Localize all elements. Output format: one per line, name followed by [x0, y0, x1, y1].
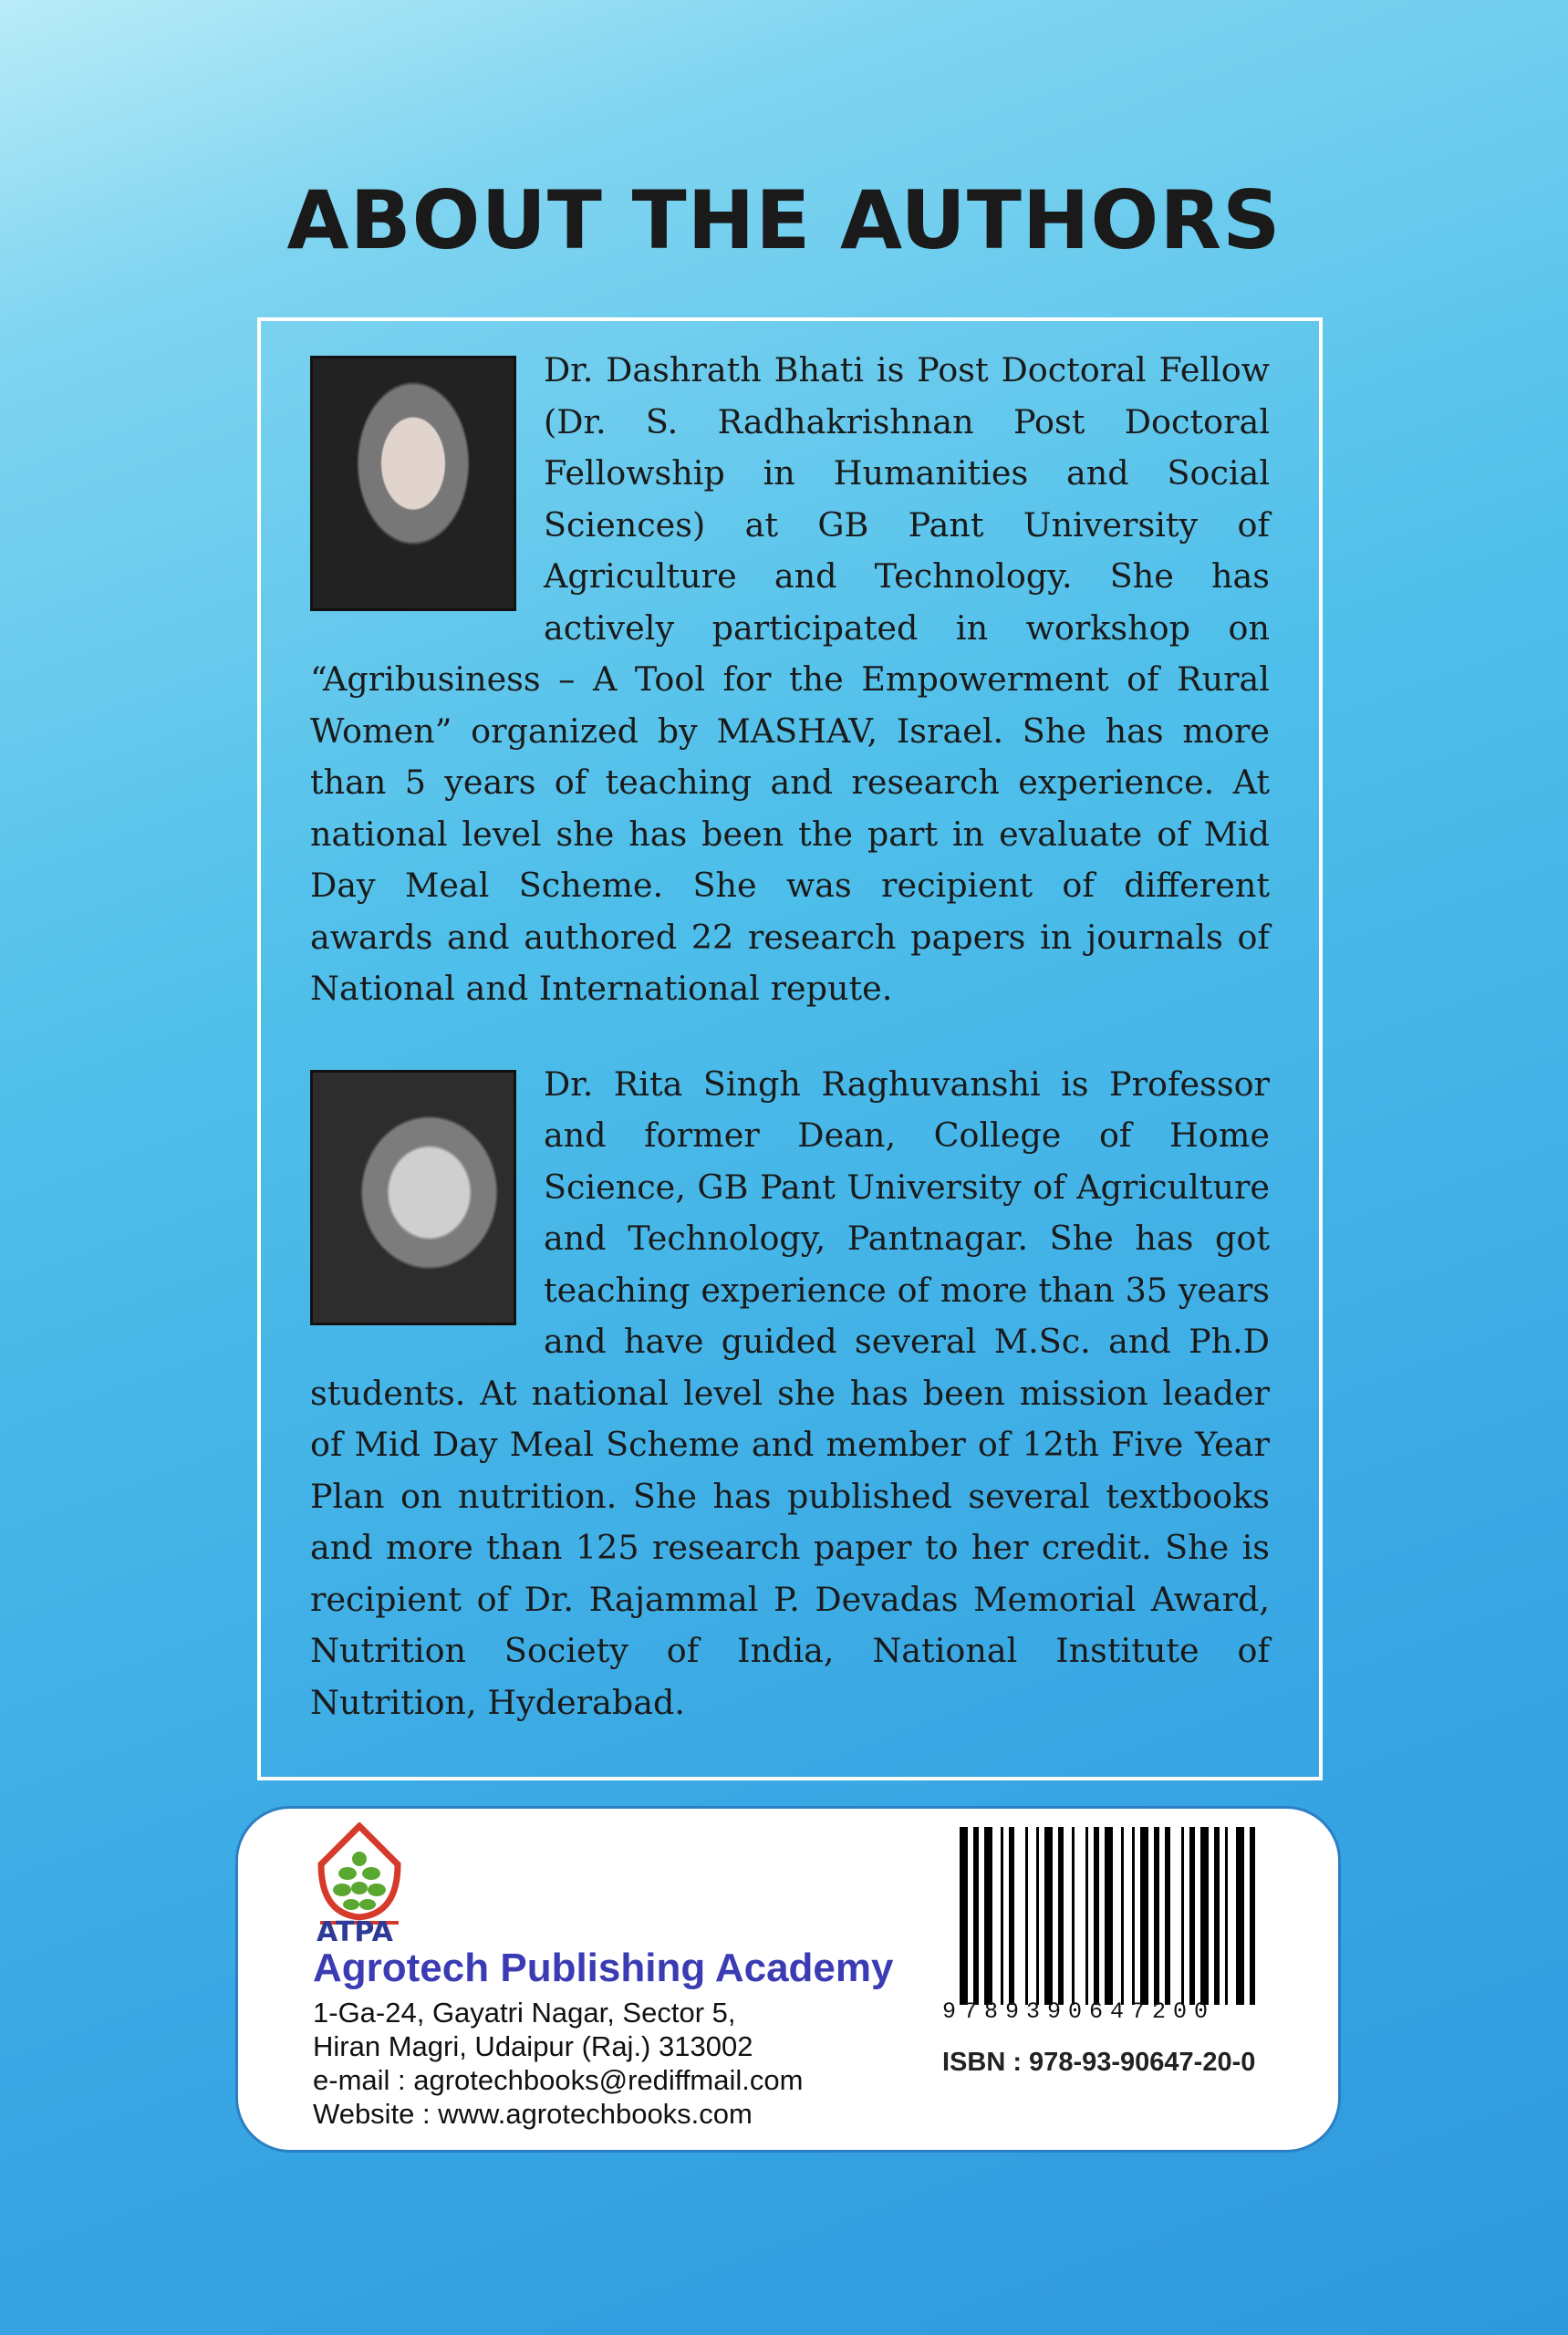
- logo-text: ATPA: [317, 1916, 393, 1948]
- author-bio-1-text: Dr. Dashrath Bhati is Post Doctoral Fellow (Dr. S. Radhakrishnan Post Doctoral Fellowship in Humanities and Social Sciences) at GB Pant University of Agriculture and Technology. She has actively participated in workshop on “Agribusiness – A Tool for the Empowerment of Rural Women” organized by MASHAV, Israel. She has more than 5 years of teaching and research experience. At national level she has been the part in evaluate of Mid Day Meal Scheme. She was recipient of different awards and authored 22 research papers in journals of National and International repute.: [310, 350, 1270, 1008]
- authors-box: [257, 317, 1323, 1780]
- publisher-name: Agrotech Publishing Academy: [313, 1946, 894, 1990]
- isbn-number: ISBN : 978-93-90647-20-0: [942, 2048, 1256, 2077]
- address-line-2: Hiran Magri, Udaipur (Raj.) 313002: [313, 2030, 753, 2062]
- address-line-1: 1-Ga-24, Gayatri Nagar, Sector 5,: [313, 1997, 736, 2029]
- page-title: ABOUT THE AUTHORS: [286, 173, 1282, 267]
- author-bio-1: [310, 345, 1270, 1015]
- barcode-icon: [960, 1827, 1261, 2005]
- email-line: e-mail : agrotechbooks@rediffmail.com: [313, 2064, 804, 2096]
- website-line: Website : www.agrotechbooks.com: [313, 2098, 753, 2130]
- publisher-contact: [313, 1996, 803, 2131]
- publisher-panel: [235, 1806, 1341, 2153]
- author-bio-2-text: Dr. Rita Singh Raghuvanshi is Professor and former Dean, College of Home Science, GB Pant University of Agriculture and Technology, Pantnagar. She has got teaching experience of more than 35 years and have guided several M.Sc. and Ph.D students. At national level she has been mission leader of Mid Day Meal Scheme and member of 12th Five Year Plan on nutrition. She has published several textbooks and more than 125 research paper to her credit. She is recipient of Dr. Rajammal P. Devadas Memorial Award, Nutrition Society of India, National Institute of Nutrition, Hyderabad.: [310, 1064, 1270, 1722]
- barcode-digits: 9789390647200: [942, 1998, 1216, 2025]
- author-photo-dashrath-bhati: [310, 356, 516, 611]
- author-bio-2: [310, 1059, 1270, 1729]
- author-photo-rita-singh-raghuvanshi: [310, 1070, 516, 1325]
